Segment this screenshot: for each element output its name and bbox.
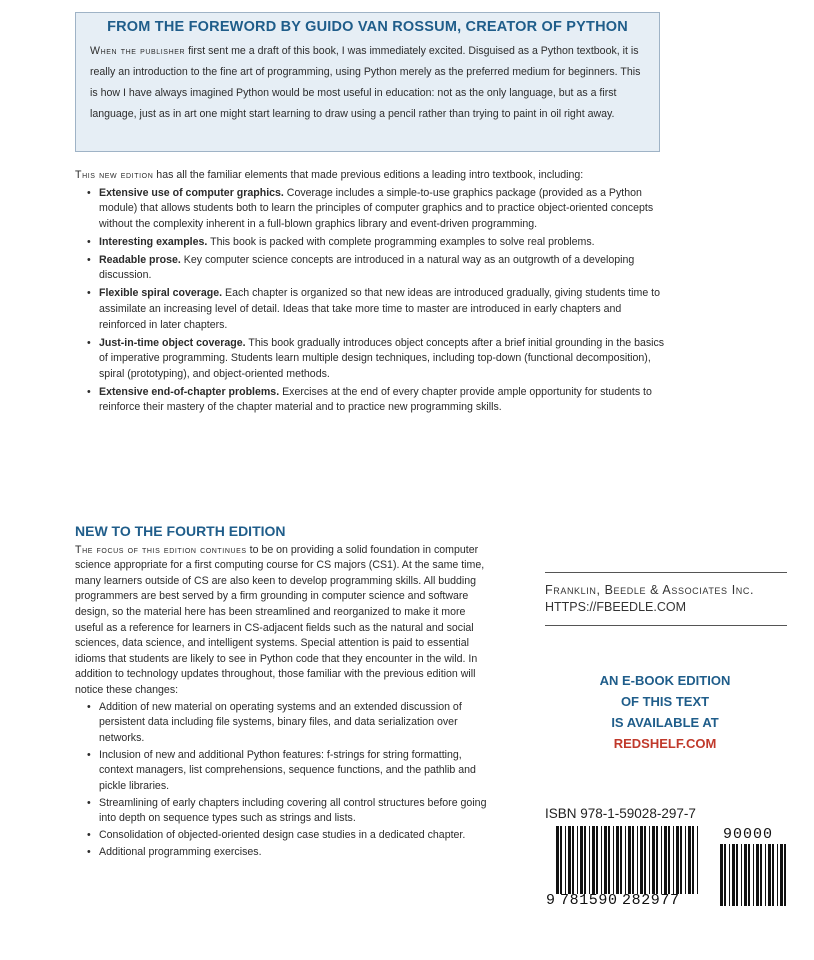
barcode-bar (625, 826, 626, 894)
feature-title: Interesting examples. (99, 235, 208, 248)
barcode-bar (589, 826, 590, 894)
feature-title: Just-in-time object coverage. (99, 336, 246, 349)
intro-paragraph (75, 168, 665, 184)
barcode-bar (637, 826, 638, 894)
new-edition-paragraph (75, 543, 495, 699)
isbn-number: ISBN 978-1-59028-297-7 (545, 806, 696, 821)
feature-list (75, 186, 665, 416)
change-item: • Streamlining of early chapters including covering all control structures before going into depth on sequence types such as strings and lists. (87, 796, 495, 827)
foreword-body: first sent me a draft of this book, I was immediately excited. Disguised as a Python textbook, it is really an introduction to the fine art of programming, using Python merely as the preferred medium for beginners. This is how I have always imagined Python would be most useful in education: not as the only language, but as a first language, just as in art one might start learning to draw using a pencil rather than trying to paint in oil right away. (90, 45, 641, 120)
intro-body: has all the familiar elements that made previous editions a leading intro textbook, including: (153, 169, 584, 181)
barcode-bar (720, 844, 723, 906)
feature-item (87, 253, 665, 284)
change-item: • Consolidation of objected-oriented design case studies in a dedicated chapter. (87, 828, 495, 844)
barcode-bar (649, 826, 650, 894)
feature-item (87, 336, 665, 383)
barcode-bar (777, 844, 778, 906)
intro-lead: This new edition (75, 169, 154, 181)
change-item: • Additional programming exercises. (87, 845, 495, 861)
publisher-block (545, 572, 787, 626)
feature-item (87, 286, 665, 333)
barcode-bar (664, 826, 667, 894)
ebook-line-3: IS AVAILABLE AT (611, 715, 719, 730)
foreword-title: FROM THE FOREWORD BY GUIDO VAN ROSSUM, CREATOR OF PYTHON (107, 19, 628, 35)
barcode-right-digits: 282977 (622, 892, 680, 909)
barcode-bar (680, 826, 682, 894)
ebook-line-2: OF THIS TEXT (620, 694, 710, 709)
barcode-bar (592, 826, 595, 894)
barcode-bar (756, 844, 759, 906)
publisher-name: Franklin, Beedle & Associates Inc. (545, 583, 755, 597)
barcode-bar (640, 826, 643, 894)
feature-title: Extensive use of computer graphics. (99, 186, 284, 199)
feature-text: Each chapter is organized so that new ideas are introduced gradually, giving students time to assimilate an increasing level of detail. Ideas that take more time to master are introduced in early chapters and reinforced in later chapters. (99, 287, 661, 331)
barcode-bar (584, 826, 586, 894)
barcode-bar (668, 826, 670, 894)
change-item: • Addition of new material on operating systems and an extended discussion of persistent data including file systems, binary files, and data serialization over networks. (87, 700, 495, 747)
feature-text: Coverage includes a simple-to-use graphics package (provided as a Python module) that allows students both to learn the principles of computer graphics and to practice object-oriented concepts without the complexity inherent in a full-blown graphics library and event-driven programming. (99, 186, 654, 230)
barcode-bar (616, 826, 619, 894)
barcode-bar (676, 826, 679, 894)
barcode-bar (601, 826, 602, 894)
feature-title: Flexible spiral coverage. (99, 287, 223, 300)
barcode-bar (560, 826, 562, 894)
new-edition-body: to be on providing a solid foundation in computer science appropriate for a first computing course for CS majors (CS1). At the same time, many learners outside of CS are also keen to develop programming skills. All budding programmers are best served by a firm grounding in computer science and software design, so the material here has been streamlined and reorganized to make it more useful as a reference for learners in CS-adjacent fields such as the natural and social sciences, data science, and intelligent systems. Special attention is paid to essential idioms that students are likely to see in Python code that they encounter in the wild. In addition to technology updates throughout, those familiar with the previous edition will notice these changes: (75, 543, 485, 696)
barcode-bar (580, 826, 583, 894)
barcode-bar (765, 844, 766, 906)
feature-title: Readable prose. (99, 253, 181, 266)
barcode-lead-digit: 9 (546, 892, 556, 909)
feature-item (87, 235, 665, 251)
barcode-bar (724, 844, 726, 906)
barcode-bar (697, 826, 698, 894)
barcode-bar (632, 826, 634, 894)
barcode-bar (577, 826, 578, 894)
barcode-bar (744, 844, 747, 906)
barcode-bar (661, 826, 662, 894)
barcode-bar (772, 844, 774, 906)
ebook-line-1: AN E-BOOK EDITION (599, 673, 731, 688)
feature-text: Exercises at the end of every chapter provide ample opportunity for students to reinforce their mastery of the chapter material and to practice new programming skills. (99, 385, 652, 414)
barcode-bar (732, 844, 735, 906)
barcode-bar (565, 826, 566, 894)
features-section (75, 168, 665, 418)
feature-text: Key computer science concepts are introduced in a natural way as an outgrowth of a developing discussion. (99, 253, 635, 282)
publisher-url: HTTPS://FBEEDLE.COM (545, 600, 686, 614)
barcode-bar (753, 844, 754, 906)
feature-item (87, 186, 665, 233)
barcode-bar (780, 844, 783, 906)
barcode-bar (673, 826, 674, 894)
changes-list (75, 700, 495, 862)
barcode-bar (613, 826, 614, 894)
barcode-bar (556, 826, 559, 894)
barcode-bar (784, 844, 786, 906)
feature-title: Extensive end-of-chapter problems. (99, 385, 280, 398)
barcode-bar (685, 826, 686, 894)
new-edition-lead: The focus of this edition continues (75, 543, 247, 556)
foreword-text (90, 41, 645, 125)
barcode-bar (596, 826, 598, 894)
barcode-addon-digits: 90000 (723, 826, 774, 843)
change-item: • Inclusion of new and additional Python features: f-strings for string formatting, context managers, list comprehensions, sequence functions, and the pathlib and pickle libraries. (87, 748, 495, 795)
barcode-bar (768, 844, 771, 906)
barcode-bar (628, 826, 631, 894)
barcode-bar (652, 826, 655, 894)
barcode-bar (572, 826, 574, 894)
feature-text: This book gradually introduces object concepts after a brief initial grounding in the basics of imperative programming. Students learn multiple design techniques, including top-down (functional decomposition), spiral (prototyping), and object-oriented methods. (99, 336, 665, 380)
ebook-notice (560, 670, 770, 754)
barcode-left-digits: 781590 (560, 892, 618, 909)
new-edition-title: NEW TO THE FOURTH EDITION (75, 523, 286, 539)
barcode-bar (741, 844, 742, 906)
barcode-bar (644, 826, 646, 894)
barcode-bar (736, 844, 738, 906)
barcode-bar (688, 826, 691, 894)
barcode-bar (760, 844, 762, 906)
barcode-bar (748, 844, 750, 906)
barcode (540, 826, 790, 916)
barcode-bar (568, 826, 571, 894)
barcode-bar (656, 826, 658, 894)
barcode-bar (692, 826, 694, 894)
barcode-bar (604, 826, 607, 894)
ebook-site: REDSHELF.COM (613, 736, 717, 751)
foreword-box (75, 12, 660, 152)
new-edition-section (75, 524, 495, 862)
feature-item (87, 385, 665, 416)
feature-text: This book is packed with complete programming examples to solve real problems. (207, 235, 595, 248)
barcode-bar (729, 844, 730, 906)
barcode-bar (620, 826, 622, 894)
foreword-lead: When the publisher (90, 45, 186, 57)
barcode-bar (608, 826, 610, 894)
